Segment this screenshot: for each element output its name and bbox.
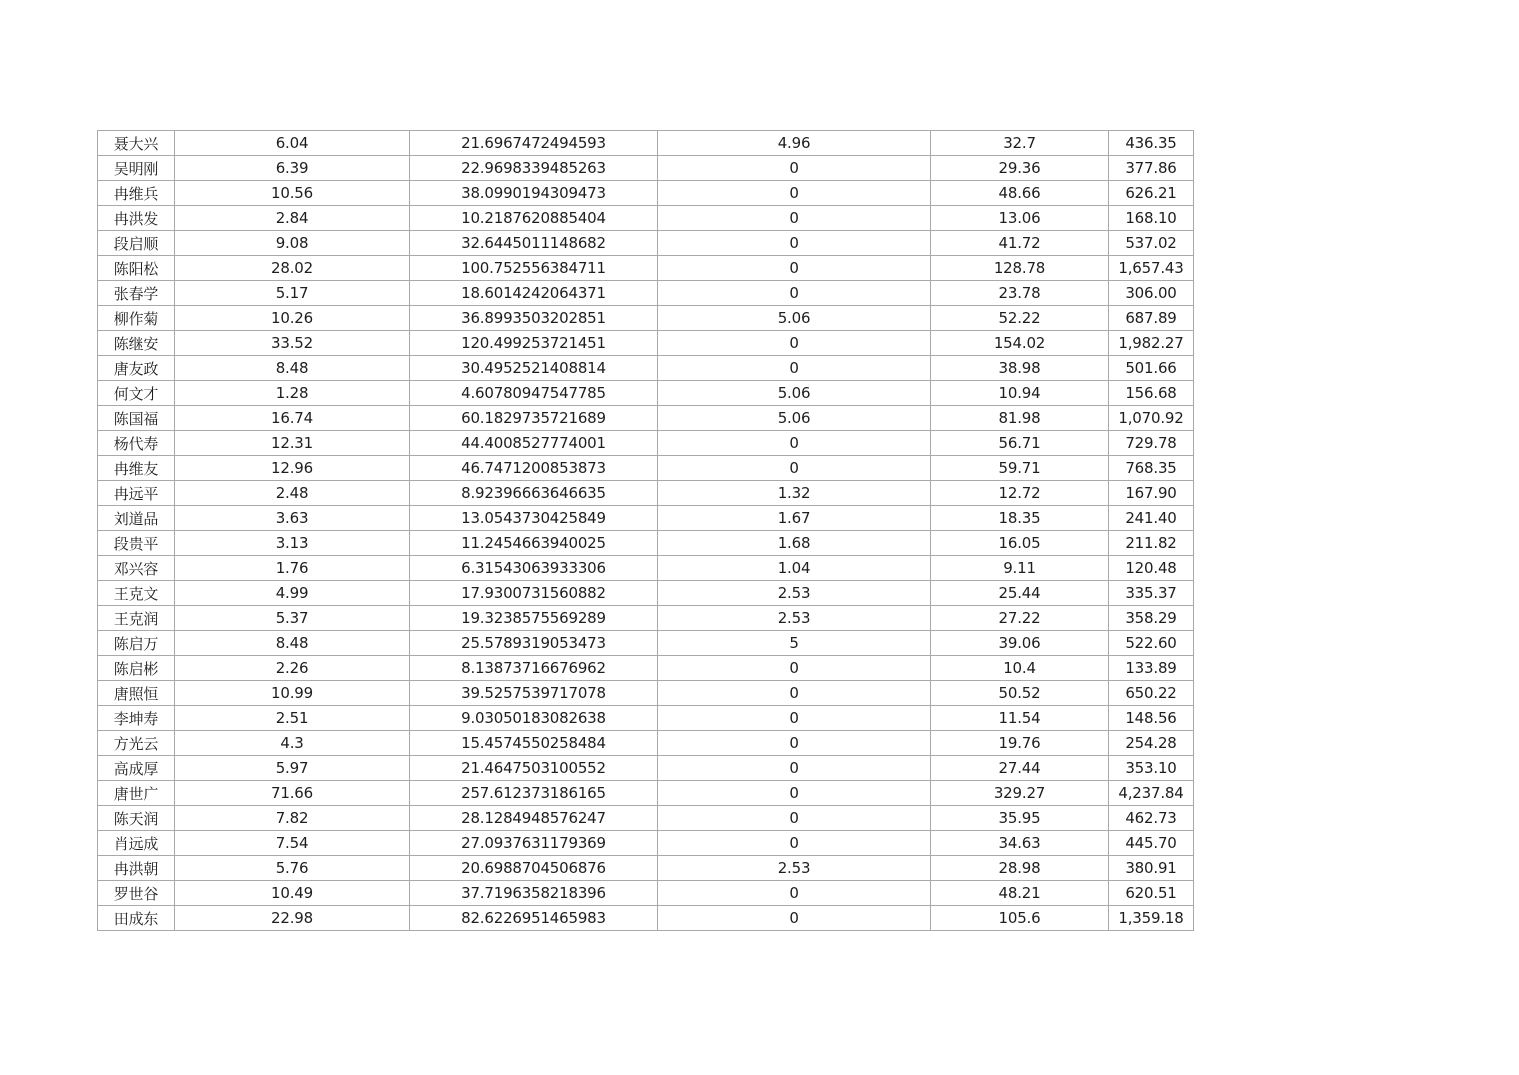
table-row [98,631,1194,656]
amount-cell: 620.51 [1109,881,1194,906]
name-cell: 罗世谷 [98,881,175,906]
table-row [98,756,1194,781]
name-cell: 陈启万 [98,631,175,656]
value-cell-c: 2.53 [658,606,931,631]
name-cell: 杨代寿 [98,431,175,456]
name-cell: 冉远平 [98,481,175,506]
table-row [98,881,1194,906]
value-cell-c: 0 [658,181,931,206]
value-cell-c: 5.06 [658,306,931,331]
value-cell-a: 4.3 [175,731,410,756]
amount-cell: 1,982.27 [1109,331,1194,356]
value-cell-c: 5.06 [658,406,931,431]
value-cell-b: 37.7196358218396 [410,881,658,906]
amount-cell: 626.21 [1109,181,1194,206]
value-cell-c: 0 [658,431,931,456]
value-cell-a: 22.98 [175,906,410,931]
amount-cell: 211.82 [1109,531,1194,556]
value-cell-b: 44.4008527774001 [410,431,658,456]
value-cell-a: 16.74 [175,406,410,431]
table-row [98,731,1194,756]
value-cell-b: 19.3238575569289 [410,606,658,631]
amount-cell: 380.91 [1109,856,1194,881]
name-cell: 柳作菊 [98,306,175,331]
name-cell: 肖远成 [98,831,175,856]
value-cell-d: 39.06 [931,631,1109,656]
amount-cell: 168.10 [1109,206,1194,231]
table-row [98,181,1194,206]
value-cell-c: 0 [658,356,931,381]
table-row [98,781,1194,806]
value-cell-b: 25.5789319053473 [410,631,658,656]
name-cell: 高成厚 [98,756,175,781]
name-cell: 冉洪朝 [98,856,175,881]
table-row [98,431,1194,456]
table-row [98,206,1194,231]
value-cell-a: 2.48 [175,481,410,506]
value-cell-a: 9.08 [175,231,410,256]
name-cell: 唐照恒 [98,681,175,706]
name-cell: 段贵平 [98,531,175,556]
amount-cell: 156.68 [1109,381,1194,406]
value-cell-c: 0 [658,756,931,781]
value-cell-d: 29.36 [931,156,1109,181]
value-cell-d: 35.95 [931,806,1109,831]
table-row [98,706,1194,731]
value-cell-b: 100.752556384711 [410,256,658,281]
value-cell-b: 22.9698339485263 [410,156,658,181]
amount-cell: 501.66 [1109,356,1194,381]
amount-cell: 436.35 [1109,131,1194,156]
value-cell-d: 12.72 [931,481,1109,506]
table-row [98,831,1194,856]
value-cell-d: 9.11 [931,556,1109,581]
value-cell-d: 34.63 [931,831,1109,856]
value-cell-c: 0 [658,906,931,931]
table-row [98,656,1194,681]
amount-cell: 1,359.18 [1109,906,1194,931]
amount-cell: 687.89 [1109,306,1194,331]
value-cell-c: 5.06 [658,381,931,406]
value-cell-b: 6.31543063933306 [410,556,658,581]
value-cell-d: 25.44 [931,581,1109,606]
value-cell-b: 257.612373186165 [410,781,658,806]
value-cell-b: 46.7471200853873 [410,456,658,481]
name-cell: 段启顺 [98,231,175,256]
value-cell-b: 30.4952521408814 [410,356,658,381]
amount-cell: 335.37 [1109,581,1194,606]
value-cell-a: 5.37 [175,606,410,631]
value-cell-b: 27.0937631179369 [410,831,658,856]
value-cell-a: 71.66 [175,781,410,806]
value-cell-a: 28.02 [175,256,410,281]
name-cell: 陈阳松 [98,256,175,281]
table-row [98,456,1194,481]
value-cell-b: 4.60780947547785 [410,381,658,406]
value-cell-d: 59.71 [931,456,1109,481]
table-body [98,131,1194,931]
amount-cell: 148.56 [1109,706,1194,731]
value-cell-c: 1.04 [658,556,931,581]
value-cell-a: 2.51 [175,706,410,731]
value-cell-a: 4.99 [175,581,410,606]
amount-cell: 254.28 [1109,731,1194,756]
value-cell-d: 105.6 [931,906,1109,931]
value-cell-c: 0 [658,681,931,706]
value-cell-b: 120.499253721451 [410,331,658,356]
table-row [98,381,1194,406]
value-cell-d: 41.72 [931,231,1109,256]
value-cell-a: 12.31 [175,431,410,456]
table-row [98,131,1194,156]
value-cell-c: 1.68 [658,531,931,556]
value-cell-b: 32.6445011148682 [410,231,658,256]
amount-cell: 353.10 [1109,756,1194,781]
value-cell-a: 10.99 [175,681,410,706]
value-cell-a: 1.28 [175,381,410,406]
value-cell-b: 10.2187620885404 [410,206,658,231]
value-cell-d: 38.98 [931,356,1109,381]
value-cell-b: 20.6988704506876 [410,856,658,881]
value-cell-b: 36.8993503202851 [410,306,658,331]
table-row [98,581,1194,606]
value-cell-d: 52.22 [931,306,1109,331]
value-cell-d: 13.06 [931,206,1109,231]
value-cell-b: 39.5257539717078 [410,681,658,706]
amount-cell: 358.29 [1109,606,1194,631]
value-cell-c: 0 [658,706,931,731]
value-cell-a: 7.82 [175,806,410,831]
data-table [97,130,1194,931]
value-cell-a: 6.04 [175,131,410,156]
name-cell: 冉洪发 [98,206,175,231]
table-row [98,606,1194,631]
table-row [98,531,1194,556]
table-row [98,156,1194,181]
value-cell-c: 4.96 [658,131,931,156]
amount-cell: 522.60 [1109,631,1194,656]
value-cell-d: 27.44 [931,756,1109,781]
value-cell-c: 2.53 [658,581,931,606]
table-row [98,331,1194,356]
value-cell-b: 13.0543730425849 [410,506,658,531]
value-cell-b: 82.6226951465983 [410,906,658,931]
value-cell-b: 18.6014242064371 [410,281,658,306]
amount-cell: 650.22 [1109,681,1194,706]
name-cell: 张春学 [98,281,175,306]
value-cell-a: 12.96 [175,456,410,481]
value-cell-c: 0 [658,731,931,756]
value-cell-c: 0 [658,656,931,681]
amount-cell: 1,657.43 [1109,256,1194,281]
value-cell-a: 5.97 [175,756,410,781]
value-cell-d: 48.66 [931,181,1109,206]
name-cell: 聂大兴 [98,131,175,156]
value-cell-d: 28.98 [931,856,1109,881]
amount-cell: 167.90 [1109,481,1194,506]
amount-cell: 241.40 [1109,506,1194,531]
value-cell-d: 10.94 [931,381,1109,406]
table-row [98,306,1194,331]
table-row [98,806,1194,831]
value-cell-d: 23.78 [931,281,1109,306]
table-row [98,231,1194,256]
value-cell-c: 0 [658,806,931,831]
value-cell-c: 0 [658,206,931,231]
value-cell-c: 2.53 [658,856,931,881]
value-cell-b: 21.4647503100552 [410,756,658,781]
value-cell-a: 7.54 [175,831,410,856]
amount-cell: 133.89 [1109,656,1194,681]
value-cell-b: 17.9300731560882 [410,581,658,606]
value-cell-d: 50.52 [931,681,1109,706]
value-cell-c: 0 [658,831,931,856]
value-cell-c: 0 [658,156,931,181]
name-cell: 王克文 [98,581,175,606]
amount-cell: 306.00 [1109,281,1194,306]
value-cell-d: 16.05 [931,531,1109,556]
table-row [98,556,1194,581]
value-cell-a: 5.17 [175,281,410,306]
table-row [98,256,1194,281]
value-cell-a: 8.48 [175,356,410,381]
value-cell-c: 0 [658,231,931,256]
table-row [98,481,1194,506]
value-cell-d: 18.35 [931,506,1109,531]
value-cell-c: 5 [658,631,931,656]
value-cell-d: 27.22 [931,606,1109,631]
value-cell-d: 19.76 [931,731,1109,756]
value-cell-d: 56.71 [931,431,1109,456]
value-cell-b: 9.03050183082638 [410,706,658,731]
value-cell-b: 21.6967472494593 [410,131,658,156]
value-cell-a: 6.39 [175,156,410,181]
value-cell-c: 1.32 [658,481,931,506]
value-cell-a: 10.56 [175,181,410,206]
name-cell: 刘道品 [98,506,175,531]
table-row [98,681,1194,706]
amount-cell: 537.02 [1109,231,1194,256]
value-cell-b: 8.13873716676962 [410,656,658,681]
name-cell: 方光云 [98,731,175,756]
amount-cell: 462.73 [1109,806,1194,831]
value-cell-a: 3.63 [175,506,410,531]
name-cell: 唐世广 [98,781,175,806]
table-row [98,356,1194,381]
value-cell-a: 33.52 [175,331,410,356]
table-row [98,506,1194,531]
amount-cell: 4,237.84 [1109,781,1194,806]
value-cell-b: 8.92396663646635 [410,481,658,506]
value-cell-b: 38.0990194309473 [410,181,658,206]
value-cell-d: 154.02 [931,331,1109,356]
value-cell-c: 0 [658,331,931,356]
amount-cell: 377.86 [1109,156,1194,181]
value-cell-b: 28.1284948576247 [410,806,658,831]
table-row [98,406,1194,431]
value-cell-a: 10.49 [175,881,410,906]
value-cell-d: 11.54 [931,706,1109,731]
name-cell: 田成东 [98,906,175,931]
amount-cell: 1,070.92 [1109,406,1194,431]
value-cell-c: 0 [658,281,931,306]
value-cell-d: 10.4 [931,656,1109,681]
value-cell-c: 0 [658,256,931,281]
name-cell: 陈启彬 [98,656,175,681]
value-cell-c: 0 [658,881,931,906]
value-cell-a: 5.76 [175,856,410,881]
value-cell-b: 60.1829735721689 [410,406,658,431]
name-cell: 冉维友 [98,456,175,481]
value-cell-d: 128.78 [931,256,1109,281]
value-cell-a: 8.48 [175,631,410,656]
value-cell-d: 32.7 [931,131,1109,156]
amount-cell: 729.78 [1109,431,1194,456]
name-cell: 冉维兵 [98,181,175,206]
name-cell: 陈继安 [98,331,175,356]
amount-cell: 768.35 [1109,456,1194,481]
name-cell: 邓兴容 [98,556,175,581]
value-cell-d: 81.98 [931,406,1109,431]
name-cell: 唐友政 [98,356,175,381]
name-cell: 陈国福 [98,406,175,431]
value-cell-a: 3.13 [175,531,410,556]
name-cell: 李坤寿 [98,706,175,731]
value-cell-d: 48.21 [931,881,1109,906]
value-cell-a: 2.84 [175,206,410,231]
name-cell: 何文才 [98,381,175,406]
table-row [98,856,1194,881]
name-cell: 王克润 [98,606,175,631]
value-cell-c: 0 [658,456,931,481]
amount-cell: 120.48 [1109,556,1194,581]
table-row [98,281,1194,306]
value-cell-c: 1.67 [658,506,931,531]
value-cell-d: 329.27 [931,781,1109,806]
value-cell-a: 2.26 [175,656,410,681]
table-row [98,906,1194,931]
value-cell-a: 10.26 [175,306,410,331]
value-cell-b: 11.2454663940025 [410,531,658,556]
name-cell: 吴明刚 [98,156,175,181]
value-cell-a: 1.76 [175,556,410,581]
amount-cell: 445.70 [1109,831,1194,856]
value-cell-c: 0 [658,781,931,806]
name-cell: 陈天润 [98,806,175,831]
value-cell-b: 15.4574550258484 [410,731,658,756]
